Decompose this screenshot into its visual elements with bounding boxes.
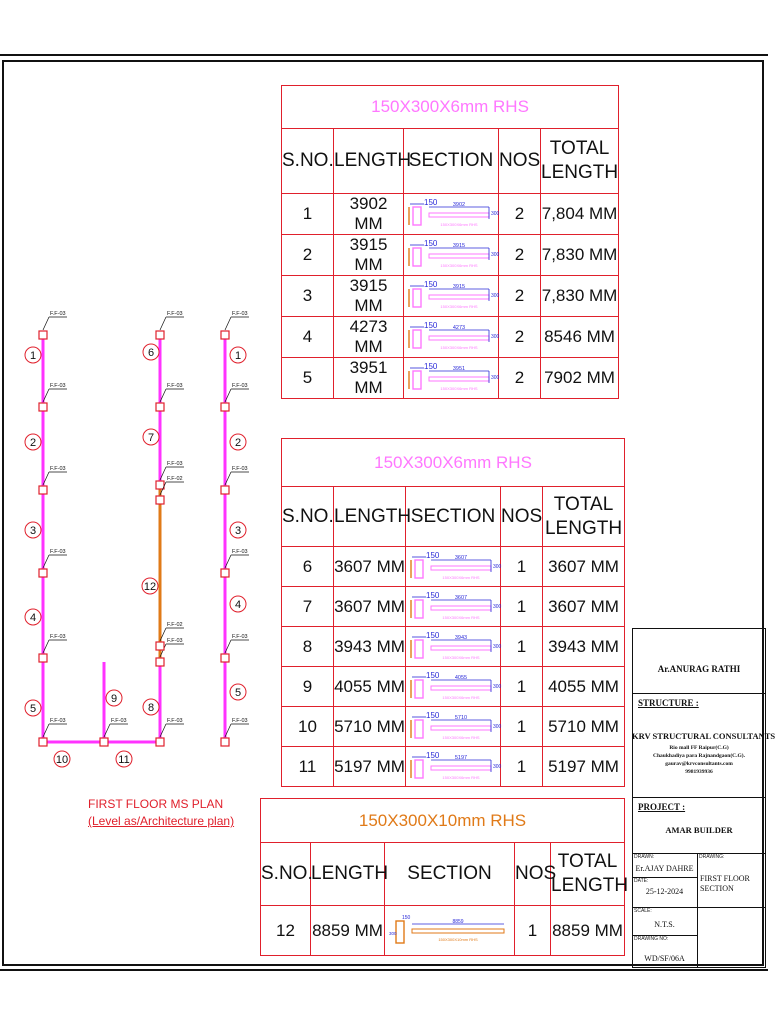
member-elevation	[431, 726, 491, 730]
column-node	[156, 403, 164, 411]
divider	[632, 797, 766, 798]
column-tag: F.F-02	[167, 622, 183, 628]
member-label: 6	[147, 347, 155, 359]
drawing-date: 25-12-2024	[645, 887, 684, 896]
column-node	[39, 403, 47, 411]
member-label: 1	[234, 350, 242, 362]
rhs-profile	[413, 248, 421, 266]
consultant-name: KRV STRUCTURAL CONSULTANTS	[632, 731, 775, 741]
depth-dimension-label: 300	[490, 293, 499, 299]
cell-length: 3607 MM	[334, 587, 406, 627]
member-label: 5	[29, 703, 37, 715]
length-dimension-label: 8859	[451, 918, 464, 925]
rhs-profile	[415, 720, 423, 738]
column-node	[156, 481, 164, 489]
date-label: DATE:	[634, 878, 649, 884]
column-node	[156, 738, 164, 746]
cell-total: 3607 MM	[543, 587, 625, 627]
table-title: 150X300X6mm RHS	[282, 86, 619, 129]
section-caption: 150X300X10mm RHS	[437, 936, 478, 942]
leader-line	[225, 317, 231, 330]
scale-label: SCALE:	[634, 908, 652, 914]
section-sketch-svg	[405, 318, 498, 356]
section-caption: 150X300X6mm RHS	[439, 386, 478, 391]
table-row	[282, 627, 625, 667]
member-label: 1	[29, 350, 37, 362]
cell-length: 3943 MM	[334, 627, 406, 667]
section-sketch	[406, 627, 501, 667]
depth-dimension-label: 300	[492, 643, 501, 650]
member-elevation	[429, 336, 489, 340]
header-nos: NOS	[499, 129, 541, 194]
width-dimension-label: 150	[423, 198, 437, 207]
section-caption: 150X300X6mm RHS	[439, 222, 478, 227]
table-row	[282, 747, 625, 787]
column-node	[39, 654, 47, 662]
cell-sno: 12	[261, 906, 311, 956]
cell-length: 3951 MM	[334, 358, 404, 399]
width-dimension-label: 150	[425, 550, 439, 560]
section-sketch-svg	[407, 548, 500, 586]
header-nos: NOS	[501, 487, 543, 547]
header-length: LENGTH	[311, 843, 385, 906]
cell-nos: 1	[515, 906, 551, 956]
consultant-address-1: Rio mall FF Raipur(C.G)	[669, 745, 729, 751]
depth-dimension-label: 300	[492, 563, 501, 570]
table-row	[282, 547, 625, 587]
member-label: 5	[234, 687, 242, 699]
cell-total: 3943 MM	[543, 627, 625, 667]
column-tag: F.F-03	[167, 638, 183, 644]
cell-sno: 4	[282, 317, 334, 358]
column-node	[221, 486, 229, 494]
drawn-label: DRAWN:	[634, 854, 655, 860]
cell-total: 8859 MM	[551, 906, 625, 956]
cell-length: 8859 MM	[311, 906, 385, 956]
column-node	[156, 642, 164, 650]
header-total-length: TOTAL LENGTH	[541, 129, 619, 194]
header-nos: NOS	[515, 843, 551, 906]
cell-total: 5710 MM	[543, 707, 625, 747]
column-node	[221, 569, 229, 577]
cell-sno: 11	[282, 747, 334, 787]
cell-nos: 1	[501, 667, 543, 707]
member-elevation	[429, 377, 489, 381]
column-tag: F.F-03	[50, 383, 66, 389]
cell-total: 7,830 MM	[541, 276, 619, 317]
section-caption: 150X300X6mm RHS	[441, 614, 480, 620]
cell-sno: 6	[282, 547, 334, 587]
cell-sno: 1	[282, 194, 334, 235]
header-section: SECTION	[404, 129, 499, 194]
width-dimension-label: 150	[423, 362, 437, 371]
section-sketch-svg	[405, 236, 498, 274]
plan-subtitle: (Level as/Architecture plan)	[88, 814, 235, 828]
project-name: AMAR BUILDER	[665, 825, 733, 835]
column-node	[39, 486, 47, 494]
drawing-label: DRAWING:	[699, 854, 725, 860]
rhs-schedule-table-3	[260, 798, 629, 956]
member-label: 10	[55, 754, 69, 766]
column-tag: F.F-03	[167, 311, 183, 317]
width-dimension-label: 150	[425, 710, 439, 720]
member-elevation	[431, 566, 491, 570]
table-row	[282, 276, 619, 317]
cell-sno: 3	[282, 276, 334, 317]
member-label: 3	[234, 525, 242, 537]
section-sketch	[404, 317, 499, 358]
depth-dimension-label: 300	[492, 723, 501, 730]
column-tag: F.F-03	[50, 549, 66, 555]
header-total-length: TOTAL LENGTH	[551, 843, 625, 906]
section-sketch-svg	[407, 748, 500, 786]
cell-sno: 5	[282, 358, 334, 399]
member-elevation	[429, 254, 489, 258]
member-label: 8	[147, 702, 155, 714]
column-tag: F.F-03	[50, 466, 66, 472]
cell-length: 3915 MM	[334, 235, 404, 276]
cell-nos: 1	[501, 627, 543, 667]
section-sketch-svg	[386, 907, 514, 955]
table-title: 150X300X6mm RHS	[282, 439, 625, 487]
leader-line	[160, 317, 166, 330]
divider	[632, 907, 766, 908]
cell-nos: 1	[501, 587, 543, 627]
width-dimension-label: 150	[425, 670, 439, 680]
width-dimension-label: 150	[401, 914, 410, 921]
cell-length: 5197 MM	[334, 747, 406, 787]
rhs-schedule-table-2	[281, 438, 625, 787]
section-caption: 150X300X6mm RHS	[439, 304, 478, 309]
column-tag: F.F-03	[232, 311, 248, 317]
rhs-profile	[415, 760, 423, 778]
column-tag: F.F-03	[232, 549, 248, 555]
section-sketch	[404, 276, 499, 317]
section-caption: 150X300X6mm RHS	[441, 574, 480, 580]
header-total-length: TOTAL LENGTH	[543, 487, 625, 547]
section-sketch	[406, 707, 501, 747]
header-length: LENGTH	[334, 487, 406, 547]
length-dimension-label: 3915	[452, 284, 465, 290]
structure-label: STRUCTURE :	[638, 698, 699, 708]
column-node	[156, 658, 164, 666]
member-label: 2	[234, 437, 242, 449]
length-dimension-label: 3943	[454, 634, 467, 641]
cell-length: 3902 MM	[334, 194, 404, 235]
rhs-profile	[415, 560, 423, 578]
first-floor-plan-drawing	[0, 290, 260, 770]
cell-total: 3607 MM	[543, 547, 625, 587]
column-node	[100, 738, 108, 746]
cell-total: 7,804 MM	[541, 194, 619, 235]
section-sketch	[406, 747, 501, 787]
member-label: 2	[29, 437, 37, 449]
cell-sno: 10	[282, 707, 334, 747]
member-elevation	[429, 295, 489, 299]
architect-name: Ar.ANURAG RATHI	[657, 664, 741, 674]
header-section: SECTION	[406, 487, 501, 547]
table-row	[282, 707, 625, 747]
length-dimension-label: 3915	[452, 243, 465, 249]
member-label: 4	[234, 599, 242, 611]
member-elevation	[412, 929, 504, 933]
section-caption: 150X300X6mm RHS	[441, 694, 480, 700]
section-sketch	[404, 194, 499, 235]
member-elevation	[431, 606, 491, 610]
cell-sno: 2	[282, 235, 334, 276]
title-block	[632, 628, 775, 968]
rhs-profile	[413, 330, 421, 348]
cell-sno: 9	[282, 667, 334, 707]
section-caption: 150X300X6mm RHS	[441, 774, 480, 780]
divider	[632, 693, 766, 694]
cell-total: 8546 MM	[541, 317, 619, 358]
table-row	[282, 235, 619, 276]
member-label: 12	[143, 581, 157, 593]
section-sketch	[406, 667, 501, 707]
depth-dimension-label: 300	[492, 683, 501, 690]
drawing-title: FIRST FLOOR SECTION	[700, 874, 750, 893]
column-tag: F.F-03	[111, 718, 127, 724]
section-sketch-svg	[405, 195, 498, 233]
header-sno: S.NO.	[282, 129, 334, 194]
section-sketch	[406, 587, 501, 627]
member-label: 11	[118, 754, 130, 766]
column-node	[39, 331, 47, 339]
length-dimension-label: 3607	[454, 554, 467, 561]
drawing-number: WD/SF/06A	[644, 954, 685, 963]
section-caption: 150X300X6mm RHS	[441, 654, 480, 660]
cell-nos: 2	[499, 194, 541, 235]
drawn-by: Er.AJAY DAHRE	[635, 864, 694, 873]
column-tag: F.F-03	[50, 311, 66, 317]
depth-dimension-label: 300	[490, 375, 499, 381]
column-tag: F.F-03	[50, 718, 66, 724]
width-dimension-label: 150	[423, 280, 437, 289]
length-dimension-label: 3902	[452, 202, 465, 208]
table-row	[261, 906, 625, 956]
rhs-profile	[413, 371, 421, 389]
member-label: 9	[110, 693, 118, 705]
table-row	[282, 587, 625, 627]
section-sketch-svg	[405, 277, 498, 315]
section-sketch	[404, 235, 499, 276]
header-length: LENGTH	[334, 129, 404, 194]
depth-dimension-label: 300	[492, 603, 501, 610]
depth-dimension-label: 300	[388, 930, 397, 936]
member-label: 4	[29, 612, 37, 624]
column-node	[156, 496, 164, 504]
length-dimension-label: 3951	[452, 366, 465, 372]
width-dimension-label: 150	[423, 239, 437, 248]
consultant-phone: 9981939936	[685, 769, 713, 775]
column-node	[221, 403, 229, 411]
table-row	[282, 358, 619, 399]
cell-total: 5197 MM	[543, 747, 625, 787]
rhs-schedule-table-1	[281, 85, 619, 399]
width-dimension-label: 150	[425, 750, 439, 760]
column-tag: F.F-02	[167, 476, 183, 482]
depth-dimension-label: 300	[490, 211, 499, 217]
cell-sno: 8	[282, 627, 334, 667]
divider	[697, 853, 698, 968]
plan-title: FIRST FLOOR MS PLAN	[88, 797, 224, 811]
cell-nos: 2	[499, 235, 541, 276]
column-tag: F.F-03	[232, 718, 248, 724]
section-sketch-svg	[407, 708, 500, 746]
column-node	[39, 738, 47, 746]
member-label: 7	[147, 432, 155, 444]
cell-length: 3915 MM	[334, 276, 404, 317]
cell-nos: 1	[501, 747, 543, 787]
member-label: 3	[29, 525, 37, 537]
length-dimension-label: 4055	[454, 674, 467, 681]
section-sketch-svg	[407, 588, 500, 626]
length-dimension-label: 3607	[454, 594, 467, 601]
width-dimension-label: 150	[423, 321, 437, 330]
consultant-address-2: Chaukhadiya para Rajnandgaon(C.G).	[653, 753, 745, 759]
section-sketch	[406, 547, 501, 587]
column-node	[221, 738, 229, 746]
column-tag: F.F-03	[50, 634, 66, 640]
column-node	[39, 569, 47, 577]
rhs-profile	[396, 921, 404, 943]
rhs-profile	[415, 640, 423, 658]
column-tag: F.F-03	[232, 466, 248, 472]
column-tag: F.F-03	[167, 718, 183, 724]
drawing-scale: N.T.S.	[654, 920, 675, 929]
column-tag: F.F-03	[232, 383, 248, 389]
section-sketch	[404, 358, 499, 399]
depth-dimension-label: 300	[490, 252, 499, 258]
member-elevation	[431, 766, 491, 770]
cell-length: 4273 MM	[334, 317, 404, 358]
cell-total: 7902 MM	[541, 358, 619, 399]
table-row	[282, 194, 619, 235]
cell-total: 4055 MM	[543, 667, 625, 707]
cell-nos: 2	[499, 317, 541, 358]
cell-sno: 7	[282, 587, 334, 627]
cell-length: 4055 MM	[334, 667, 406, 707]
depth-dimension-label: 300	[490, 334, 499, 340]
table-title: 150X300X10mm RHS	[261, 799, 625, 843]
cell-nos: 2	[499, 276, 541, 317]
drawing-no-label: DRAWING NO:	[634, 936, 669, 942]
section-caption: 150X300X6mm RHS	[439, 263, 478, 268]
section-sketch	[385, 906, 515, 956]
rhs-profile	[413, 207, 421, 225]
rhs-profile	[413, 289, 421, 307]
column-node	[221, 331, 229, 339]
section-caption: 150X300X6mm RHS	[441, 734, 480, 740]
cell-nos: 1	[501, 707, 543, 747]
cell-total: 7,830 MM	[541, 235, 619, 276]
width-dimension-label: 150	[425, 630, 439, 640]
member-elevation	[429, 213, 489, 217]
member-elevation	[431, 686, 491, 690]
project-label: PROJECT :	[638, 802, 686, 812]
column-tag: F.F-03	[167, 461, 183, 467]
column-node	[221, 654, 229, 662]
cell-nos: 1	[501, 547, 543, 587]
column-tag: F.F-03	[232, 634, 248, 640]
cell-length: 5710 MM	[334, 707, 406, 747]
length-dimension-label: 5710	[454, 714, 467, 721]
column-tag: F.F-03	[167, 383, 183, 389]
leader-line	[43, 317, 49, 330]
width-dimension-label: 150	[425, 590, 439, 600]
table-row	[282, 667, 625, 707]
section-caption: 150X300X6mm RHS	[439, 345, 478, 350]
cell-nos: 2	[499, 358, 541, 399]
depth-dimension-label: 300	[492, 763, 501, 770]
rhs-profile	[415, 680, 423, 698]
length-dimension-label: 4273	[452, 325, 465, 331]
section-sketch-svg	[407, 628, 500, 666]
header-sno: S.NO.	[282, 487, 334, 547]
table-row	[282, 317, 619, 358]
rhs-profile	[415, 600, 423, 618]
section-sketch-svg	[405, 359, 498, 397]
header-sno: S.NO.	[261, 843, 311, 906]
consultant-email: gaurav@krvconsultants.com	[665, 761, 733, 767]
header-section: SECTION	[385, 843, 515, 906]
column-node	[156, 331, 164, 339]
length-dimension-label: 5197	[454, 754, 467, 761]
section-sketch-svg	[407, 668, 500, 706]
member-elevation	[431, 646, 491, 650]
cell-length: 3607 MM	[334, 547, 406, 587]
